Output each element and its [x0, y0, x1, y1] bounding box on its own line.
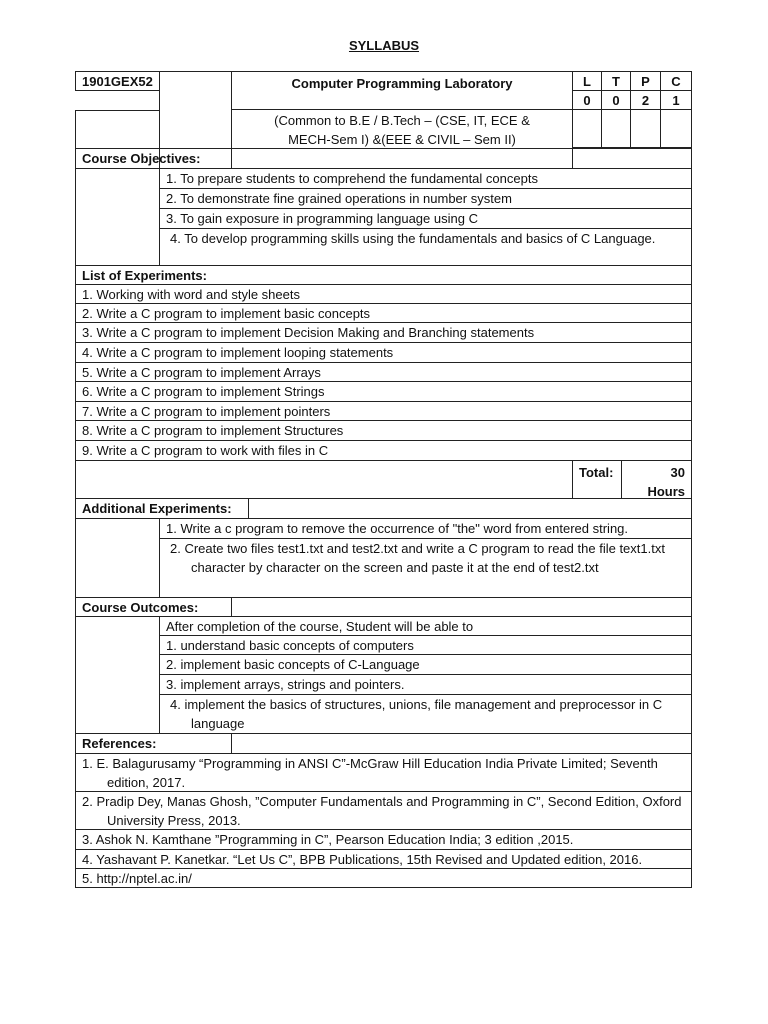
- outcome-item: 3. implement arrays, strings and pointers.: [159, 674, 692, 695]
- reference-link[interactable]: 5. http://nptel.ac.in/: [75, 868, 692, 888]
- course-note: (Common to B.E / B.Tech – (CSE, IT, ECE & MECH-Sem I) &(EEE & CIVIL – Sem II): [231, 109, 573, 169]
- additional-heading: Additional Experiments:: [75, 498, 249, 519]
- experiment-item: 7. Write a C program to implement pointers: [75, 401, 692, 421]
- empty-cell: [75, 460, 573, 499]
- additional-item: 2. Create two files test1.txt and test2.txt and write a C program to read the file text1.txt character by character on the screen and paste it at the end of test2.txt: [159, 538, 692, 598]
- empty-cell: [75, 616, 160, 734]
- experiment-item: 9. Write a C program to work with files in C: [75, 440, 692, 461]
- empty-cell: [630, 109, 661, 148]
- empty-cell: [231, 597, 692, 617]
- ltpc-value-p: 2: [630, 90, 661, 110]
- experiment-item: 3. Write a C program to implement Decision Making and Branching statements: [75, 322, 692, 343]
- ltpc-header-l: L: [572, 71, 602, 91]
- objective-item: 3. To gain exposure in programming language using C: [159, 208, 692, 229]
- reference-item: 4. Yashavant P. Kanetkar. “Let Us C”, BPB Publications, 15th Revised and Updated edition, 2016.: [75, 849, 692, 869]
- experiment-item: 8. Write a C program to implement Structures: [75, 420, 692, 441]
- syllabus-table: [75, 71, 692, 888]
- empty-cell: [231, 148, 692, 169]
- objectives-heading: Course Objectives:: [75, 148, 232, 169]
- empty-cell: [231, 733, 692, 754]
- ltpc-header-t: T: [601, 71, 631, 91]
- experiment-item: 4. Write a C program to implement looping statements: [75, 342, 692, 363]
- experiment-item: 5. Write a C program to implement Arrays: [75, 362, 692, 382]
- outcome-item: 1. understand basic concepts of computers: [159, 635, 692, 655]
- course-code: 1901GEX52: [75, 71, 160, 91]
- empty-cell: [248, 498, 692, 519]
- total-label: Total:: [572, 460, 622, 499]
- ltpc-value-c: 1: [660, 90, 692, 110]
- additional-item: 1. Write a c program to remove the occurrence of "the" word from entered string.: [159, 518, 692, 539]
- reference-item: 3. Ashok N. Kamthane ”Programming in C”, Pearson Education India; 3 edition ,2015.: [75, 829, 692, 850]
- experiment-item: 6. Write a C program to implement Strings: [75, 381, 692, 402]
- outcome-item: 2. implement basic concepts of C-Language: [159, 654, 692, 675]
- empty-cell: [572, 109, 602, 148]
- outcomes-heading: Course Outcomes:: [75, 597, 232, 617]
- references-heading: References:: [75, 733, 232, 754]
- course-name: Computer Programming Laboratory: [231, 71, 573, 110]
- objective-item: 1. To prepare students to comprehend the fundamental concepts: [159, 168, 692, 189]
- experiment-item: 1. Working with word and style sheets: [75, 284, 692, 304]
- ltpc-header-p: P: [630, 71, 661, 91]
- empty-cell: [75, 168, 160, 266]
- objective-item: 4. To develop programming skills using the fundamentals and basics of C Language.: [159, 228, 692, 266]
- experiment-item: 2. Write a C program to implement basic concepts: [75, 303, 692, 323]
- outcomes-intro: After completion of the course, Student will be able to: [159, 616, 692, 636]
- outcome-item: 4. implement the basics of structures, unions, file management and preprocessor in C language: [159, 694, 692, 734]
- empty-cell: [75, 518, 160, 598]
- empty-cell: [660, 109, 692, 148]
- reference-item: 1. E. Balagurusamy “Programming in ANSI C”-McGraw Hill Education India Private Limited; Seventh edition, 2017.: [75, 753, 692, 792]
- page-title: SYLLABUS: [348, 38, 420, 53]
- total-value: 30 Hours: [621, 460, 692, 499]
- ltpc-value-t: 0: [601, 90, 631, 110]
- empty-cell: [601, 109, 631, 148]
- experiments-heading: List of Experiments:: [75, 265, 692, 285]
- objective-item: 2. To demonstrate fine grained operations in number system: [159, 188, 692, 209]
- ltpc-value-l: 0: [572, 90, 602, 110]
- reference-item: 2. Pradip Dey, Manas Ghosh, ”Computer Fundamentals and Programming in C”, Second Edition, Oxford University Press, 2013.: [75, 791, 692, 830]
- ltpc-header-c: C: [660, 71, 692, 91]
